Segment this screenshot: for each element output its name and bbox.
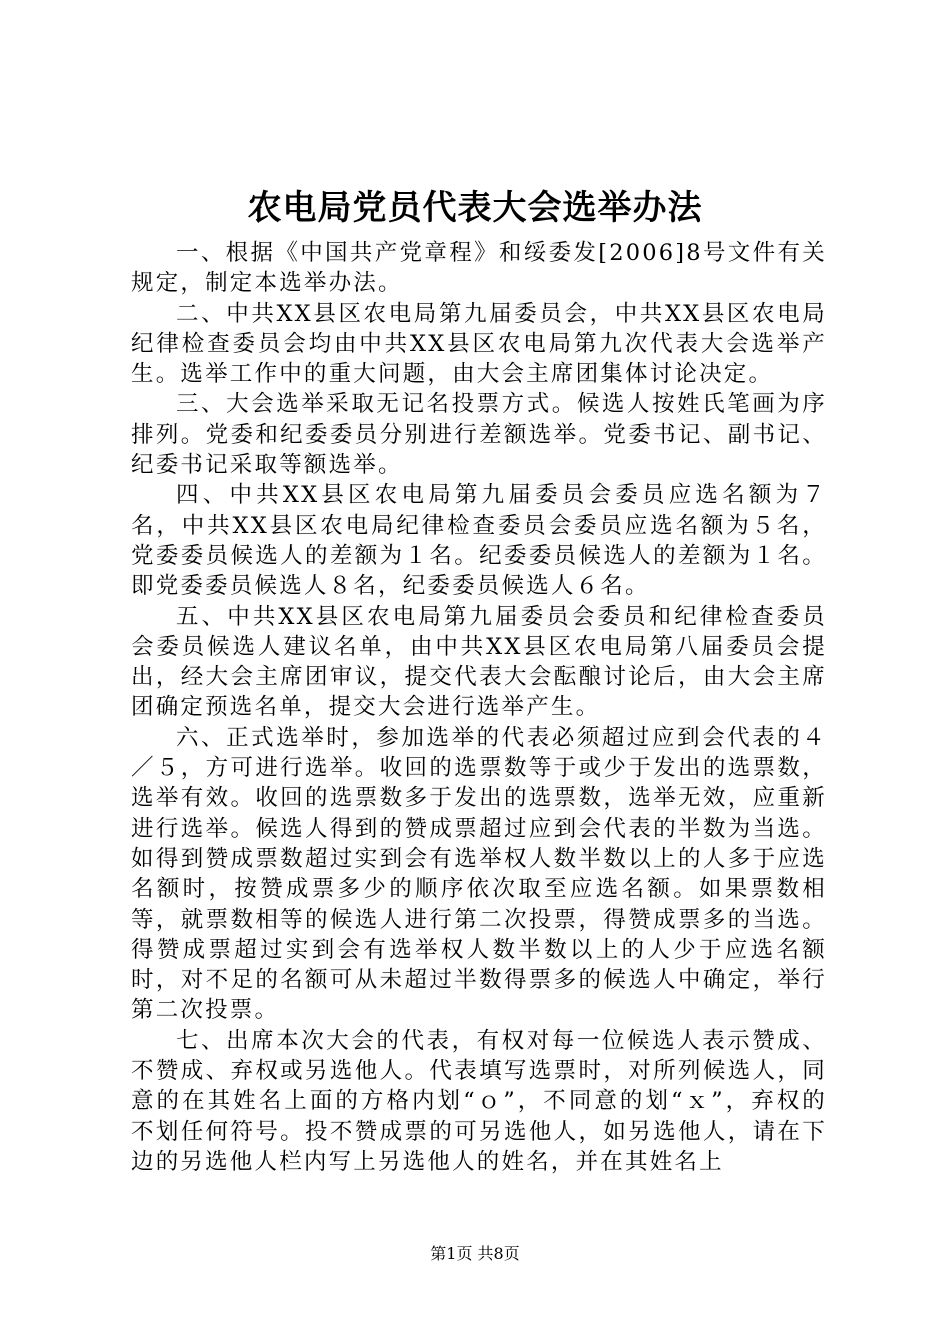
document-title: 农电局党员代表大会选举办法 <box>247 188 703 228</box>
paragraph-4: 四、中共XX县区农电局第九届委员会委员应选名额为７名，中共XX县区农电局纪律检查委员会委员应选名额为５名，党委委员候选人的差额为１名。纪委委员候选人的差额为１名。即党委委员候选人８名，纪委委员候选人６名。 <box>131 482 827 600</box>
paragraph-6: 六、正式选举时，参加选举的代表必须超过应到会代表的４／５，方可进行选举。收回的选票数等于或少于发出的选票数，选举有效。收回的选票数多于发出的选票数，选举无效，应重新进行选举。候选人得到的赞成票超过应到会代表的半数为当选。如得到赞成票数超过实到会有选举权人数半数以上的人多于应选名额时，按赞成票多少的顺序依次取至应选名额。如果票数相等，就票数相等的候选人进行第二次投票，得赞成票多的当选。得赞成票超过实到会有选举权人数半数以上的人少于应选名额时，对不足的名额可从未超过半数得票多的候选人中确定，举行第二次投票。 <box>131 724 827 1024</box>
paragraph-2: 二、中共XX县区农电局第九届委员会，中共XX县区农电局纪律检查委员会均由中共XX县区农电局第九次代表大会选举产生。选举工作中的重大问题，由大会主席团集体讨论决定。 <box>131 300 827 388</box>
paragraph-3: 三、大会选举采取无记名投票方式。候选人按姓氏笔画为序排列。党委和纪委委员分别进行差额选举。党委书记、副书记、纪委书记采取等额选举。 <box>131 391 827 479</box>
page-footer: 第1页 共8页 <box>430 1244 520 1263</box>
paragraph-1: 一、根据《中国共产党章程》和绥委发[2006]8号文件有关规定，制定本选举办法。 <box>131 240 827 297</box>
paragraph-5: 五、中共XX县区农电局第九届委员会委员和纪律检查委员会委员候选人建议名单，由中共XX县区农电局第八届委员会提出，经大会主席团审议，提交代表大会酝酿讨论后，由大会主席团确定预选名单，提交大会进行选举产生。 <box>131 603 827 721</box>
paragraph-7: 七、出席本次大会的代表，有权对每一位候选人表示赞成、不赞成、弃权或另选他人。代表填写选票时，对所列候选人，同意的在其姓名上面的方格内划“ｏ”，不同意的划“ｘ”，弃权的不划任何符号。投不赞成票的可另选他人，如另选他人，请在下边的另选他人栏内写上另选他人的姓名，并在其姓名上 <box>131 1027 827 1175</box>
document-body <box>131 238 827 1177</box>
